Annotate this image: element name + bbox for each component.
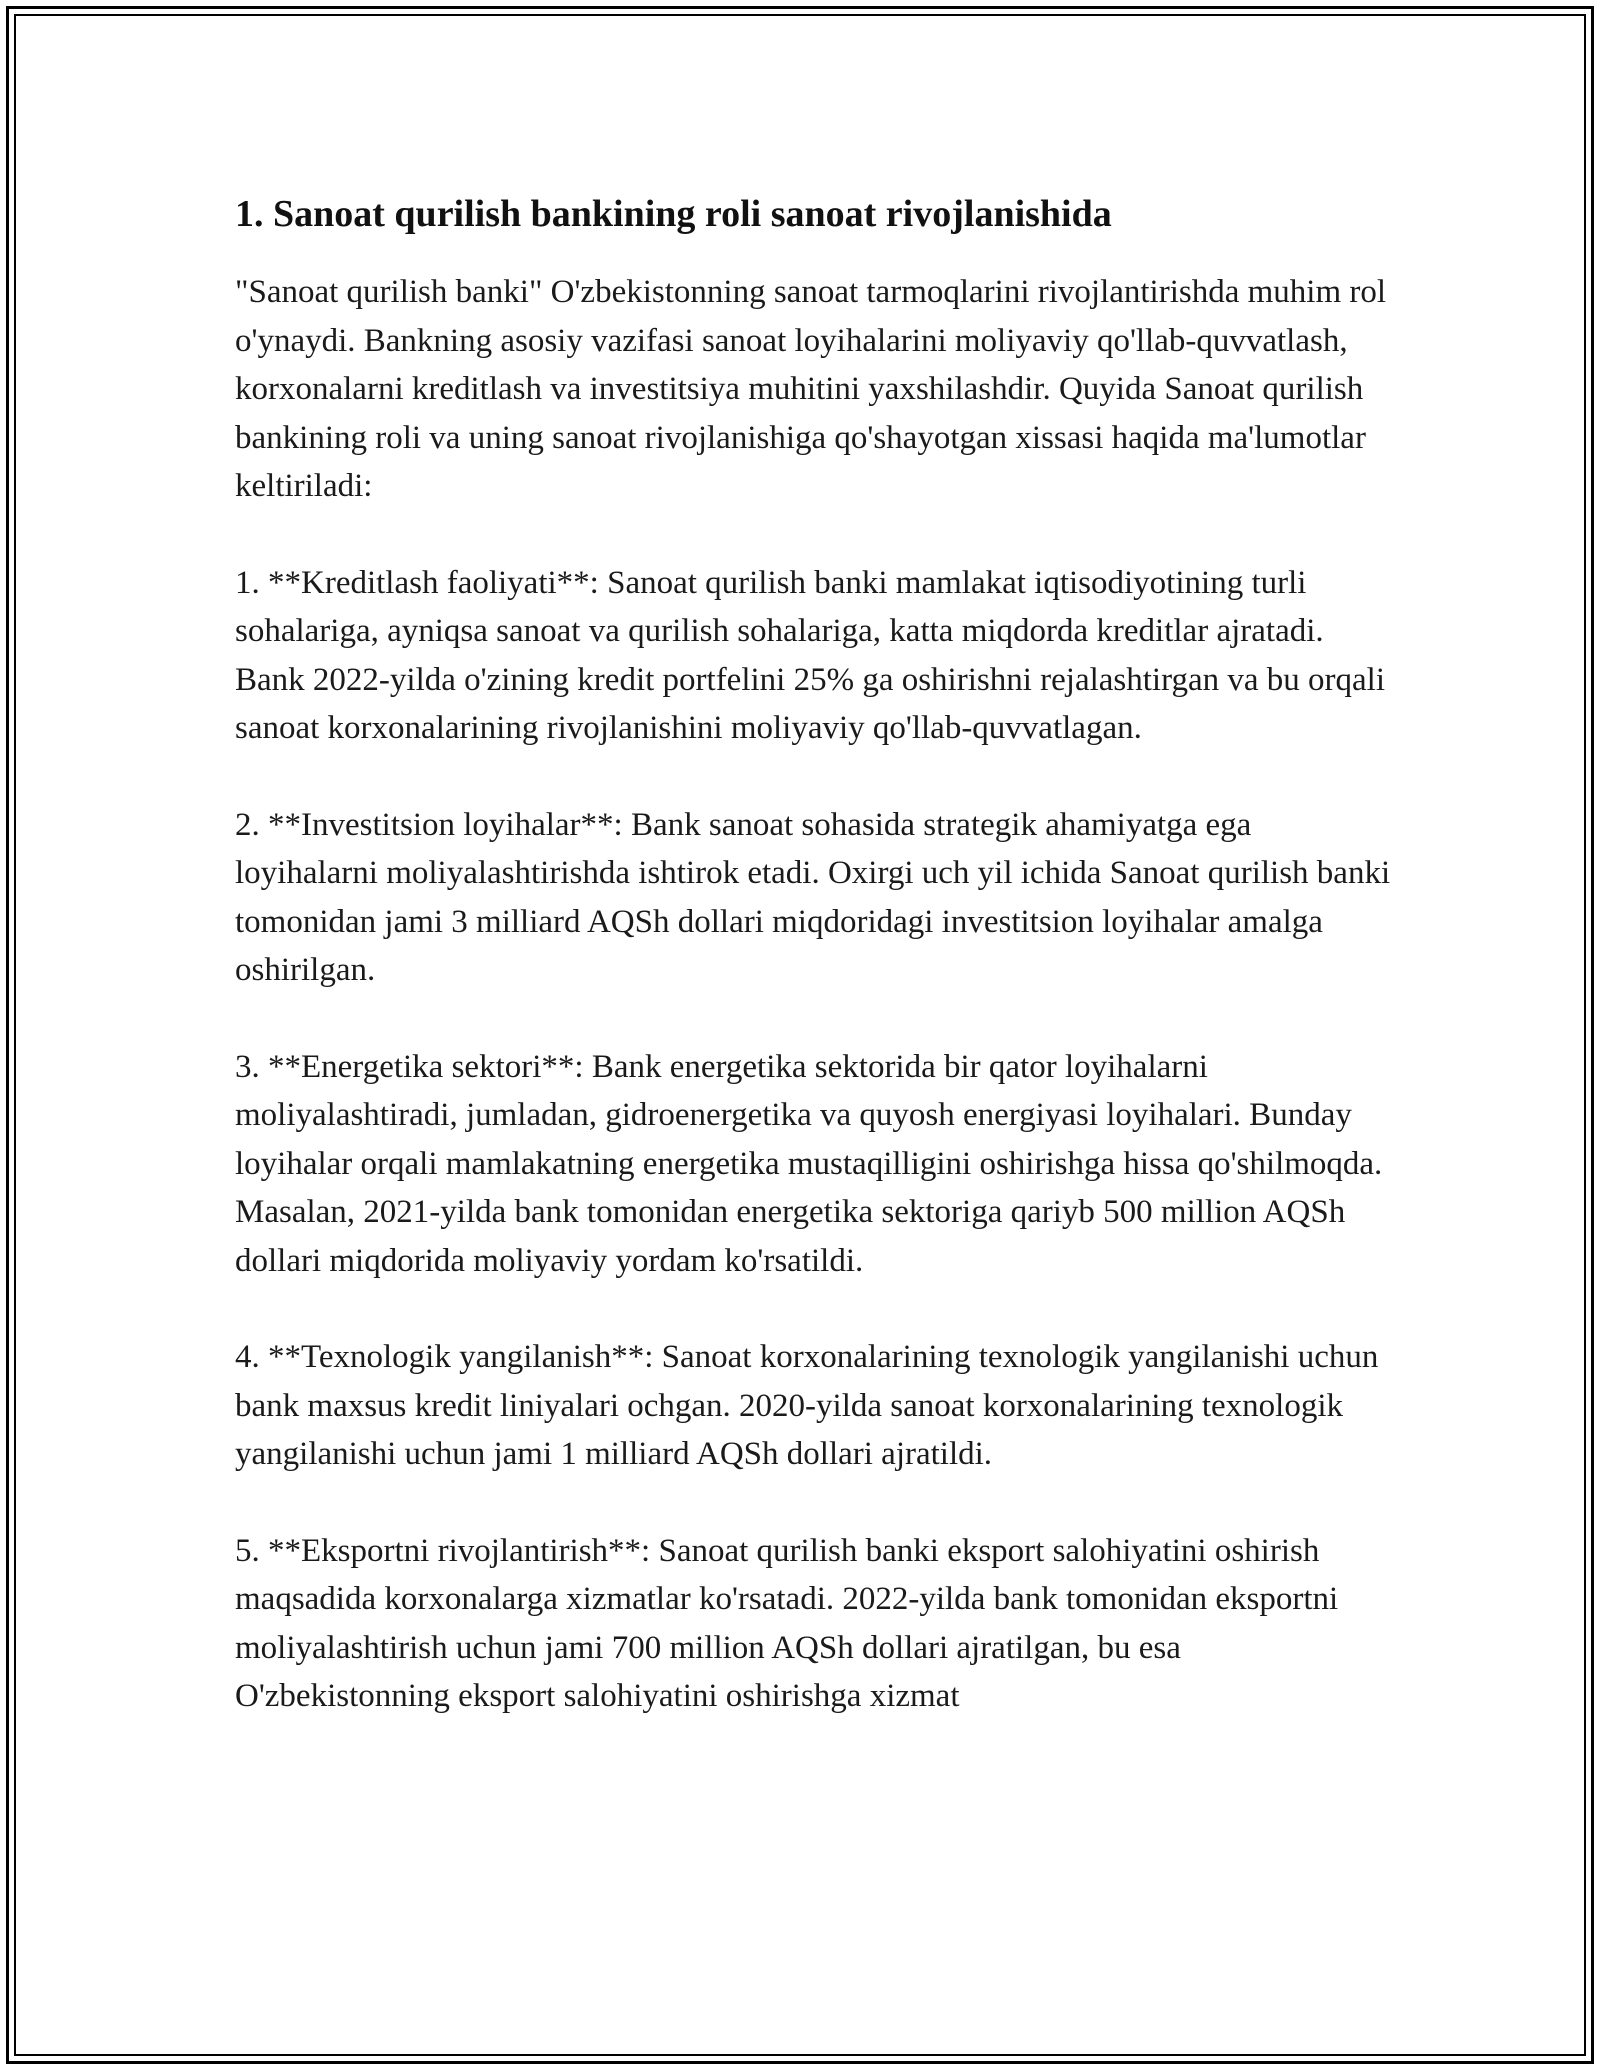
- paragraph-credit-activity: 1. **Kreditlash faoliyati**: Sanoat qurilish banki mamlakat iqtisodiyotining turli sohalariga, ayniqsa sanoat va qurilish sohalariga, katta miqdorda kreditlar ajratadi. Bank 2022-yilda o'zining kredit portfelini 25% ga oshirishni rejalashtirgan va bu orqali sanoat korxonalarining rivojlanishini moliyaviy qo'llab-quvvatlagan.: [235, 564, 1386, 746]
- paragraph-investment-projects: 2. **Investitsion loyihalar**: Bank sanoat sohasida strategik ahamiyatga ega loyihalarni moliyalashtirishda ishtirok etadi. Oxirgi uch yil ichida Sanoat qurilish banki tomonidan jami 3 milliard AQSh dollari miqdoridagi investitsion loyihalar amalga oshirilgan.: [235, 806, 1391, 988]
- section-title: 1. Sanoat qurilish bankining roli sanoat rivojlanishida: [235, 193, 1112, 235]
- paragraph-export-development: 5. **Eksportni rivojlantirish**: Sanoat qurilish banki eksport salohiyatini oshirish maqsadida korxonalarga xizmatlar ko'rsatadi. 2022-yilda bank tomonidan eksportni moliyalashtirish uchun jami 700 million AQSh dollari ajratilgan, bu esa O'zbekistonning eksport salohiyatini oshirishga xizmat: [235, 1532, 1339, 1714]
- paragraph-energy-sector: 3. **Energetika sektori**: Bank energetika sektorida bir qator loyihalarni moliyalashtiradi, jumladan, gidroenergetika va quyosh energiyasi loyihalari. Bunday loyihalar orqali mamlakatning energetika mustaqilligini oshirishga hissa qo'shilmoqda. Masalan, 2021-yilda bank tomonidan energetika sektoriga qariyb 500 million AQSh dollari miqdorida moliyaviy yordam ko'rsatildi.: [235, 1048, 1383, 1279]
- document-body: [235, 188, 1395, 1721]
- intro-paragraph: "Sanoat qurilish banki" O'zbekistonning sanoat tarmoqlarini rivojlantirishda muhim rol o'ynaydi. Bankning asosiy vazifasi sanoat loyihalarini moliyaviy qo'llab-quvvatlash, korxonalarni kreditlash va investitsiya muhitini yaxshilashdir. Quyida Sanoat qurilish bankining roli va uning sanoat rivojlanishiga qo'shayotgan xissasi haqida ma'lumotlar keltiriladi:: [235, 274, 1387, 504]
- paragraph-technological-renewal: 4. **Texnologik yangilanish**: Sanoat korxonalarining texnologik yangilanishi uchun bank maxsus kredit liniyalari ochgan. 2020-yilda sanoat korxonalarining texnologik yangilanishi uchun jami 1 milliard AQSh dollari ajratildi.: [235, 1339, 1379, 1472]
